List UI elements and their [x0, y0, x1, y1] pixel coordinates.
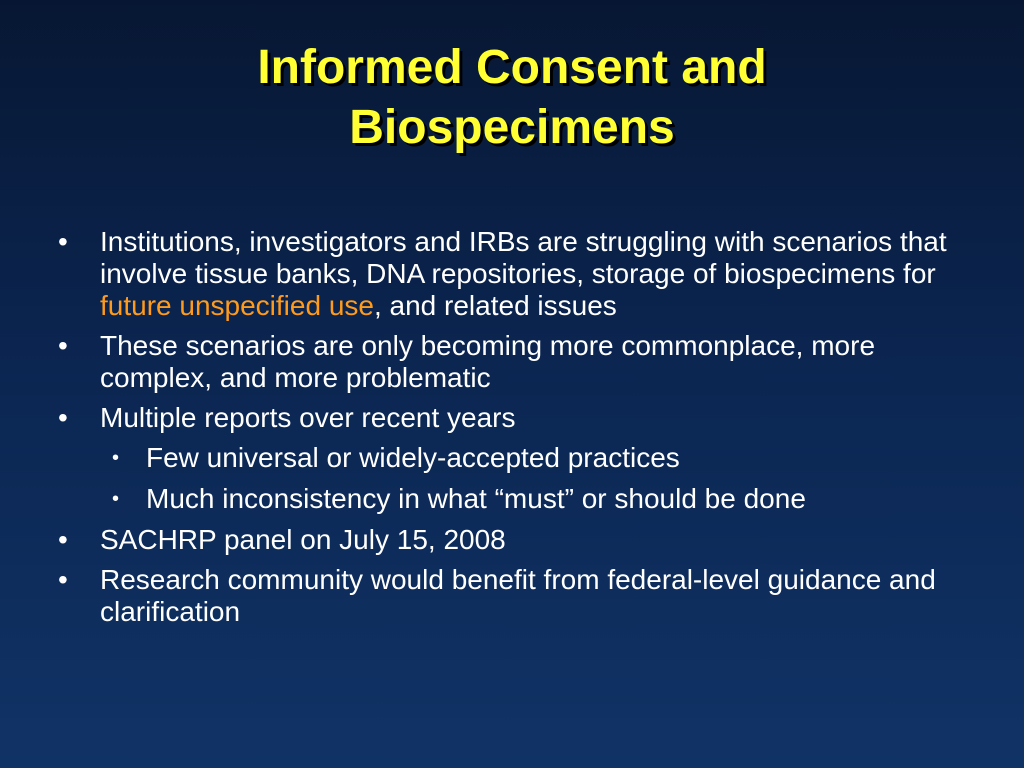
bullet-item [56, 330, 976, 394]
sub-bullet-item [56, 483, 976, 515]
bullet-icon: • [58, 564, 68, 595]
slide-title [0, 38, 1024, 158]
bullet-icon: • [58, 524, 68, 555]
bullet-item [56, 564, 976, 628]
highlighted-phrase: future unspecified use [100, 290, 374, 321]
bullet-text: Multiple reports over recent years [100, 402, 516, 433]
bullet-text-start: Institutions, investigators and IRBs are struggling with scenarios that involve tissue banks, DNA repositories, storage of biospecimens for [100, 226, 947, 289]
bullet-text: Research community would benefit from federal-level guidance and clarification [100, 564, 936, 627]
slide-title-line-2: Biospecimens [349, 101, 675, 154]
bullet-icon: • [58, 226, 68, 257]
bullet-text: These scenarios are only becoming more commonplace, more complex, and more problematic [100, 330, 876, 393]
bullet-icon: • [58, 330, 68, 361]
bullet-icon: • [58, 402, 68, 433]
sub-bullet-item [56, 442, 976, 474]
bullet-item [56, 402, 976, 434]
bullet-item [56, 524, 976, 556]
sub-bullet-icon: • [112, 488, 120, 510]
sub-bullet-icon: • [112, 447, 120, 469]
bullet-text: SACHRP panel on July 15, 2008 [100, 524, 506, 555]
bullet-text-end: , and related issues [373, 290, 617, 321]
bullet-item [56, 226, 976, 322]
sub-bullet-text: Much inconsistency in what “must” or should be done [146, 483, 806, 514]
slide-title-line-1: Informed Consent and [257, 41, 767, 94]
sub-bullet-text: Few universal or widely-accepted practices [146, 442, 680, 473]
slide-body [56, 226, 976, 636]
